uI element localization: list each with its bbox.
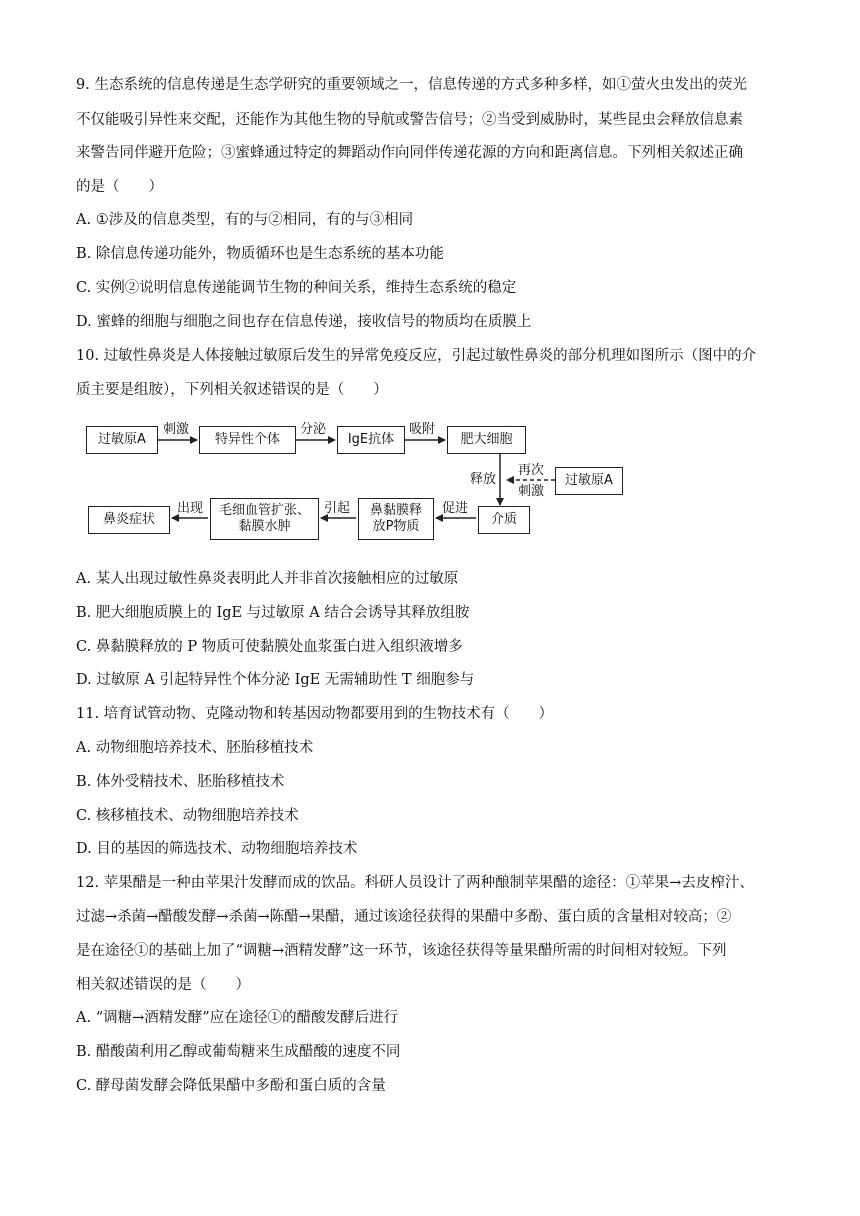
q12-stem-line: 相关叙述错误的是（ ）: [76, 977, 250, 993]
label-secrete: 分泌: [300, 422, 327, 437]
q11-option-c: C. 核移植技术、动物细胞培养技术: [76, 808, 299, 824]
q11-stem-line: 11. 培育试管动物、克隆动物和转基因动物都要用到的生物技术有（ ）: [76, 706, 554, 722]
box-rhinitis-symptoms: 鼻炎症状: [88, 506, 170, 534]
q12-option-c: C. 酵母菌发酵会降低果醋中多酚和蛋白质的含量: [76, 1078, 386, 1094]
label-stimulate-again: 刺激: [518, 484, 545, 499]
box-allergen-a-again: 过敏原A: [555, 467, 623, 495]
q10-stem-line: 10. 过敏性鼻炎是人体接触过敏原后发生的异常免疫反应，引起过敏性鼻炎的部分机理如图所示（图中的介: [76, 348, 757, 364]
box-capillary-edema: 毛细血管扩张、黏膜水肿: [210, 498, 319, 540]
q9-option-b: B. 除信息传递功能外，物质循环也是生态系统的基本功能: [76, 246, 444, 262]
box-specific-individual: 特异性个体: [199, 426, 296, 454]
label-promote: 促进: [442, 501, 469, 516]
label-appear: 出现: [177, 501, 204, 516]
label-release: 释放: [470, 472, 497, 487]
q9-option-d: D. 蜜蜂的细胞与细胞之间也存在信息传递，接收信号的物质均在质膜上: [76, 314, 532, 330]
q10-option-d: D. 过敏原 A 引起特异性个体分泌 IgE 无需辅助性 T 细胞参与: [76, 672, 475, 688]
q12-option-b: B. 醋酸菌利用乙醇或葡萄糖来生成醋酸的速度不同: [76, 1044, 401, 1060]
box-nasal-mucosa-p: 鼻黏膜释放P物质: [358, 498, 434, 540]
q11-option-a: A. 动物细胞培养技术、胚胎移植技术: [76, 740, 314, 756]
diagram-arrows: [0, 0, 860, 560]
q12-stem-line: 是在途径①的基础上加了“调糖→酒精发酵”这一环节，该途径获得等量果醋所需的时间相对较短。下列: [76, 943, 727, 959]
box-ige-antibody: IgE抗体: [337, 426, 405, 454]
q11-option-d: D. 目的基因的筛选技术、动物细胞培养技术: [76, 841, 358, 857]
q12-stem-line: 过滤→杀菌→醋酸发酵→杀菌→陈醋→果醋，通过该途径获得的果醋中多酚、蛋白质的含量相对较高；②: [76, 909, 732, 925]
q9-stem-line: 9. 生态系统的信息传递是生态学研究的重要领域之一，信息传递的方式多种多样，如①萤火虫发出的荧光: [76, 77, 747, 93]
q9-stem-line: 来警告同伴避开危险；③蜜蜂通过特定的舞蹈动作向同伴传递花源的方向和距离信息。下列相关叙述正确: [76, 145, 743, 161]
q9-stem-line: 的是（ ）: [76, 179, 163, 195]
q9-option-c: C. 实例②说明信息传递能调节生物的种间关系，维持生态系统的稳定: [76, 280, 517, 296]
q10-option-b: B. 肥大细胞质膜上的 IgE 与过敏原 A 结合会诱导其释放组胺: [76, 605, 470, 621]
q10-stem-line: 质主要是组胺），下列相关叙述错误的是（ ）: [76, 382, 388, 398]
box-mediator: 介质: [478, 506, 530, 534]
box-allergen-a: 过敏原A: [86, 426, 158, 454]
box-mast-cell: 肥大细胞: [447, 426, 526, 454]
q11-option-b: B. 体外受精技术、胚胎移植技术: [76, 774, 285, 790]
label-stimulate: 刺激: [163, 422, 190, 437]
q9-stem-line: 不仅能吸引异性来交配，还能作为其他生物的导航或警告信号；②当受到威胁时，某些昆虫会释放信息素: [76, 112, 743, 128]
q10-option-a: A. 某人出现过敏性鼻炎表明此人并非首次接触相应的过敏原: [76, 571, 459, 587]
label-again: 再次: [518, 463, 545, 478]
q12-stem-line: 12. 苹果醋是一种由苹果汁发酵而成的饮品。科研人员设计了两种酿制苹果醋的途径：①苹果→去皮榨汁、: [76, 875, 754, 891]
label-cause: 引起: [324, 501, 351, 516]
label-adsorb: 吸附: [409, 422, 436, 437]
q9-option-a: A. ①涉及的信息类型，有的与②相同，有的与③相同: [76, 212, 414, 228]
q12-option-a: A. “调糖→酒精发酵”应在途径①的醋酸发酵后进行: [76, 1010, 399, 1026]
q10-option-c: C. 鼻黏膜释放的 P 物质可使黏膜处血浆蛋白进入组织液增多: [76, 639, 463, 655]
